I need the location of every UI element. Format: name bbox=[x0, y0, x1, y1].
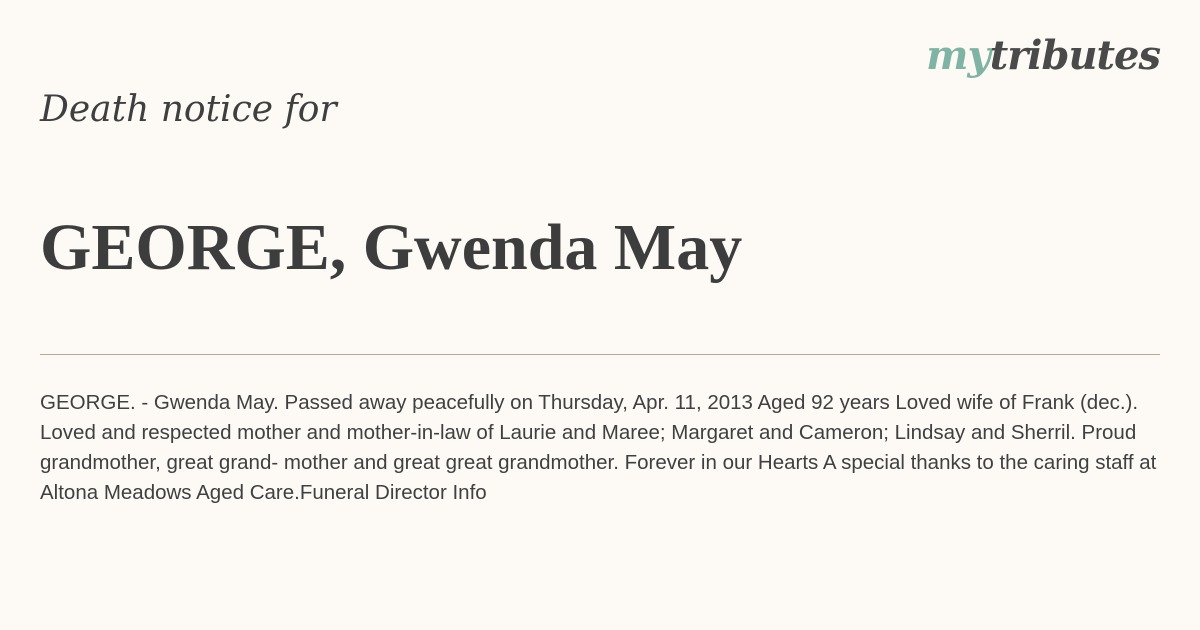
divider bbox=[40, 354, 1160, 355]
logo-tributes-text: tributes bbox=[989, 32, 1160, 79]
mytributes-logo[interactable] bbox=[926, 32, 1160, 80]
deceased-name: GEORGE, Gwenda May bbox=[40, 211, 743, 284]
notice-heading: Death notice for bbox=[40, 89, 337, 130]
logo-my-text: my bbox=[926, 32, 990, 79]
notice-text: GEORGE. - Gwenda May. Passed away peacefully on Thursday, Apr. 11, 2013 Aged 92 years Loved wife of Frank (dec.). Loved and respected mother and mother-in-law of Laurie and Maree; Margaret and Cameron; Lindsay and Sherril. Proud grandmother, great grand- mother and great great grandmother. Forever in our Hearts A special thanks to the caring staff at Altona Meadows Aged Care.Funeral Director Info bbox=[40, 391, 1157, 504]
